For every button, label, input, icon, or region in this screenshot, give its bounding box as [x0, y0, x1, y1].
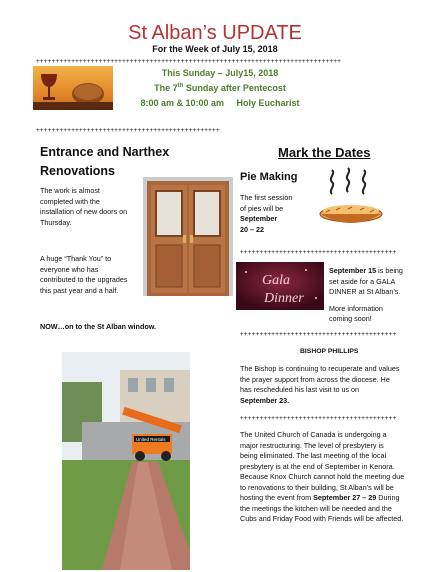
- service-times: 8:00 am & 10:00 am Holy Eucharist: [140, 98, 300, 108]
- renovations-text: The work is almost completed with the installation of new doors on Thursday.: [40, 186, 128, 227]
- mark-the-dates-heading: Mark the Dates: [278, 145, 371, 160]
- gala-text: September 15 is being set aside for a GALA DINNER at St Alban’s. More information coming soon!: [329, 266, 403, 323]
- divider-bishop: ++++++++++++++++++++++++++++++++++++++++: [240, 415, 397, 422]
- bishop-heading: BISHOP PHILLIPS: [300, 348, 359, 355]
- divider-gala: ++++++++++++++++++++++++++++++++++++++++: [240, 331, 397, 338]
- divider-pie: ++++++++++++++++++++++++++++++++++++++++: [240, 249, 397, 256]
- divider-top: ++++++++++++++++++++++++++++++++++++++++++++++++++++++++++++++++++++++++++++++: [36, 58, 342, 65]
- divider-mid: +++++++++++++++++++++++++++++++++++++++++++++++: [36, 127, 220, 134]
- renovations-heading: Entrance and Narthex Renovations: [40, 145, 170, 178]
- week-subtitle: For the Week of July 15, 2018: [152, 44, 278, 54]
- window-work-photo: [62, 352, 190, 570]
- gala-word: Gala: [262, 273, 290, 288]
- pie-making-text: The first session of pies will be September 20 – 22: [240, 193, 293, 234]
- pie-making-heading: Pie Making: [240, 171, 298, 183]
- new-doors-photo: [143, 177, 233, 296]
- united-church-text: The United Church of Canada is undergoing a major restructuring. The level of presbytery is being eliminated. The last meeting of the local presbytery is at the end of September in Kenora. Because Knox Church cannot hold the meeting due to renovations to their building, St Alban’s will be hosting the event from September 27 – 29 During the meetings the kitchen will be needed and the Cubs and Friday Food with Friends will be affected.: [240, 430, 405, 523]
- lift-sign: United Rentals: [136, 437, 166, 442]
- communion-image: [33, 66, 113, 110]
- bishop-text: The Bishop is continuing to recuperate and values the prayer support from across the diocese. He has rescheduled his last visit to us on September 23.: [240, 364, 400, 405]
- gala-dinner-logo: [236, 262, 324, 310]
- thank-you-text: A huge “Thank You” to everyone who has contributed to the upgrades this past year and a half.: [40, 254, 128, 295]
- service-date: This Sunday – July15, 2018: [161, 68, 279, 78]
- newsletter-title: St Alban’s UPDATE: [128, 22, 302, 44]
- service-sunday: The 7th Sunday after Pentecost: [154, 83, 286, 93]
- window-note: NOW…on to the St Alban window.: [40, 322, 157, 331]
- dinner-word: Dinner: [264, 291, 304, 306]
- pie-illustration: [318, 166, 384, 232]
